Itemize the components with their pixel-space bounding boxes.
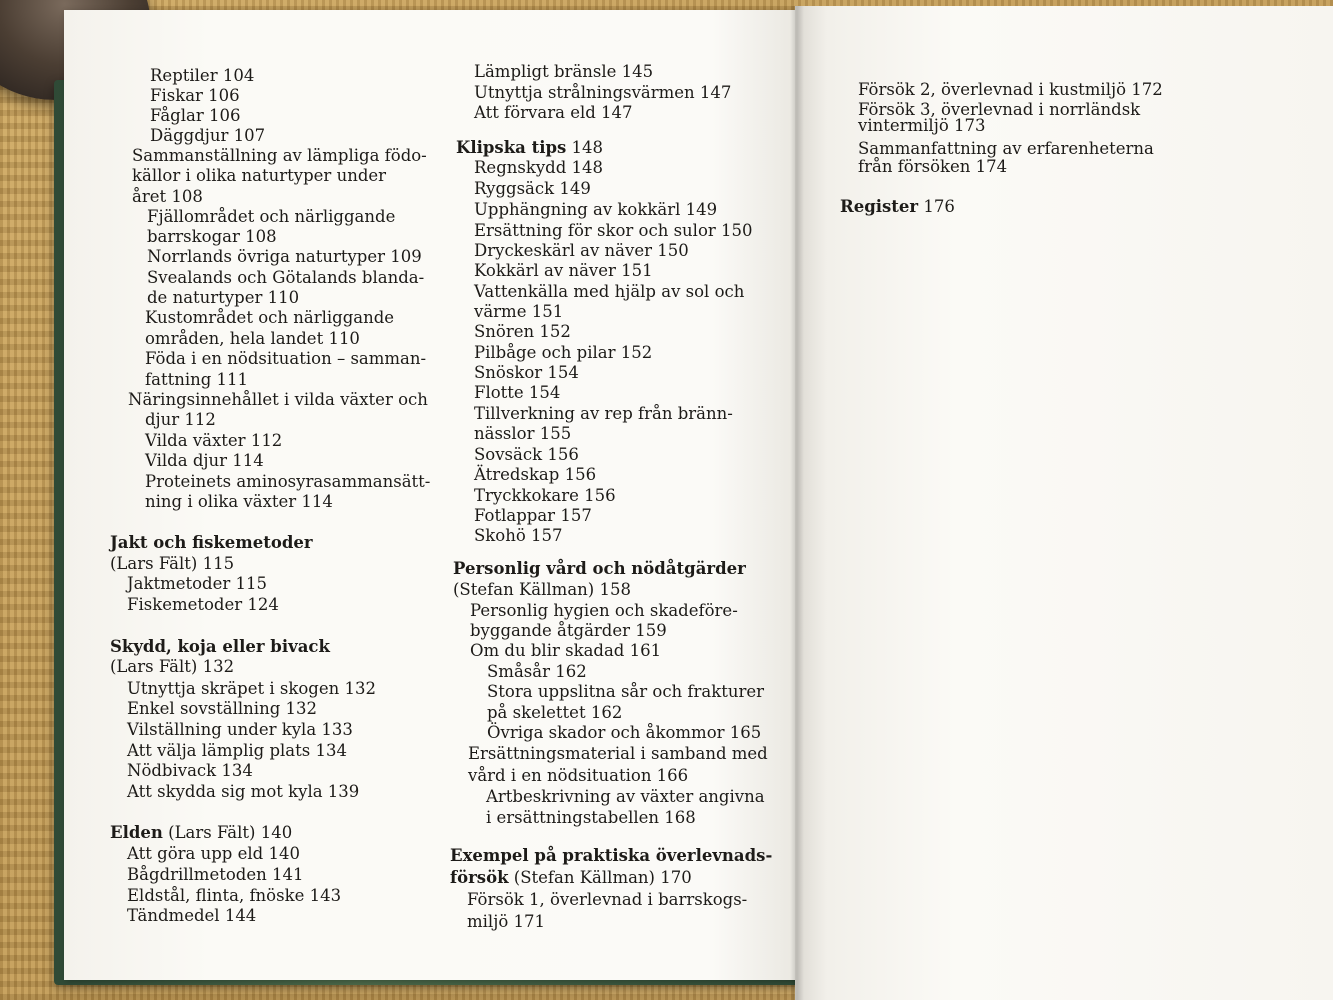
toc-entry: Klipska tips 148: [456, 138, 604, 157]
toc-entry: Artbeskrivning av växter angivna: [486, 787, 765, 806]
toc-entry: Ersättningsmaterial i samband med: [468, 744, 768, 763]
toc-entry: Utnyttja skräpet i skogen 132: [127, 679, 376, 698]
toc-entry: Personlig hygien och skadeföre-: [470, 601, 738, 620]
toc-entry: Ryggsäck 149: [474, 179, 591, 198]
toc-entry: Fotlappar 157: [474, 506, 592, 525]
toc-entry: Att göra upp eld 140: [127, 844, 300, 863]
toc-entry: Sammanfattning av erfarenheterna: [858, 139, 1154, 158]
toc-entry: Snören 152: [474, 322, 571, 341]
toc-entry: Vilda växter 112: [145, 431, 283, 450]
toc-entry: Fiskar 106: [150, 86, 240, 105]
toc-entry: Att skydda sig mot kyla 139: [127, 782, 360, 801]
toc-entry: Småsår 162: [487, 662, 587, 681]
toc-entry: vård i en nödsituation 166: [468, 766, 689, 785]
toc-entry: Däggdjur 107: [150, 126, 266, 145]
toc-entry: miljö 171: [467, 912, 545, 931]
toc-entry: värme 151: [474, 302, 564, 321]
toc-entry: Snöskor 154: [474, 363, 579, 382]
toc-entry: fattning 111: [145, 370, 249, 389]
toc-entry: Nödbivack 134: [127, 761, 253, 780]
toc-entry: Skydd, koja eller bivack: [110, 637, 330, 656]
toc-entry: Dryckeskärl av näver 150: [474, 241, 689, 260]
toc-entry: Sovsäck 156: [474, 445, 579, 464]
toc-entry: källor i olika naturtyper under: [132, 166, 387, 185]
toc-entry: Proteinets aminosyrasammansätt-: [145, 472, 431, 491]
toc-entry: Vilda djur 114: [145, 451, 264, 470]
toc-entry: Norrlands övriga naturtyper 109: [147, 247, 422, 266]
toc-entry: försök (Stefan Källman) 170: [450, 868, 692, 887]
toc-entry: Exempel på praktiska överlevnads-: [450, 846, 773, 865]
toc-entry: från försöken 174: [858, 157, 1008, 176]
toc-entry: ning i olika växter 114: [145, 492, 333, 511]
toc-entry: Register 176: [840, 197, 955, 216]
toc-entry: Vilställning under kyla 133: [127, 720, 353, 739]
toc-entry: Näringsinnehållet i vilda växter och: [128, 390, 428, 409]
toc-entry: Att välja lämplig plats 134: [127, 741, 347, 760]
toc-entry: Bågdrillmetoden 141: [127, 865, 304, 884]
toc-entry: Ersättning för skor och sulor 150: [474, 221, 753, 240]
toc-entry: nässlor 155: [474, 424, 572, 443]
toc-entry: Jaktmetoder 115: [127, 574, 268, 593]
toc-entry: Flotte 154: [474, 383, 561, 402]
book-gutter: [790, 6, 804, 1000]
toc-entry: Fiskemetoder 124: [127, 595, 279, 614]
toc-entry: Upphängning av kokkärl 149: [474, 200, 718, 219]
toc-entry: Fjällområdet och närliggande: [147, 207, 396, 226]
toc-entry: Reptiler 104: [150, 66, 255, 85]
toc-entry: Pilbåge och pilar 152: [474, 343, 653, 362]
toc-entry: Sammanställning av lämpliga födo-: [132, 146, 427, 165]
toc-entry: Tryckkokare 156: [474, 486, 616, 505]
toc-entry: Jakt och fiskemetoder: [110, 533, 313, 552]
toc-entry: Personlig vård och nödåtgärder: [453, 559, 746, 578]
toc-entry: djur 112: [145, 410, 216, 429]
toc-entry: barrskogar 108: [147, 227, 277, 246]
toc-entry: Utnyttja strålningsvärmen 147: [474, 83, 732, 102]
toc-entry: Svealands och Götalands blanda-: [147, 268, 425, 287]
toc-entry: Om du blir skadad 161: [470, 641, 662, 660]
toc-entry: de naturtyper 110: [147, 288, 300, 307]
toc-entry: byggande åtgärder 159: [470, 621, 667, 640]
toc-entry: vintermiljö 173: [858, 116, 986, 135]
toc-entry: Regnskydd 148: [474, 158, 604, 177]
toc-entry: (Stefan Källman) 158: [453, 580, 631, 599]
toc-entry: Tillverkning av rep från bränn-: [474, 404, 733, 423]
toc-entry: Ätredskap 156: [474, 465, 597, 484]
toc-entry: Stora uppslitna sår och frakturer: [487, 682, 765, 701]
toc-entry: Övriga skador och åkommor 165: [487, 723, 762, 742]
toc-entry: Försök 1, överlevnad i barrskogs-: [467, 890, 748, 909]
toc-entry: (Lars Fält) 132: [110, 657, 235, 676]
toc-entry: (Lars Fält) 115: [110, 554, 235, 573]
toc-entry: i ersättningstabellen 168: [486, 808, 696, 827]
toc-entry: områden, hela landet 110: [145, 329, 360, 348]
toc-entry: Tändmedel 144: [127, 906, 257, 925]
toc-entry: Eldstål, flinta, fnöske 143: [127, 886, 342, 905]
toc-entry: Föda i en nödsituation – samman-: [145, 349, 427, 368]
toc-entry: Kustområdet och närliggande: [145, 308, 395, 327]
toc-entry: Att förvara eld 147: [474, 103, 633, 122]
toc-entry: på skelettet 162: [487, 703, 623, 722]
toc-entry: Försök 3, överlevnad i norrländsk: [858, 100, 1141, 119]
toc-entry: Elden (Lars Fält) 140: [110, 823, 293, 842]
toc-entry: Lämpligt bränsle 145: [474, 62, 654, 81]
toc-entry: Fåglar 106: [150, 106, 241, 125]
toc-entry: Försök 2, överlevnad i kustmiljö 172: [858, 80, 1163, 99]
toc-entry: Vattenkälla med hjälp av sol och: [474, 282, 745, 301]
toc-entry: Skohö 157: [474, 526, 563, 545]
toc-entry: Kokkärl av näver 151: [474, 261, 653, 280]
toc-entry: året 108: [132, 187, 203, 206]
toc-entry: Enkel sovställning 132: [127, 699, 317, 718]
